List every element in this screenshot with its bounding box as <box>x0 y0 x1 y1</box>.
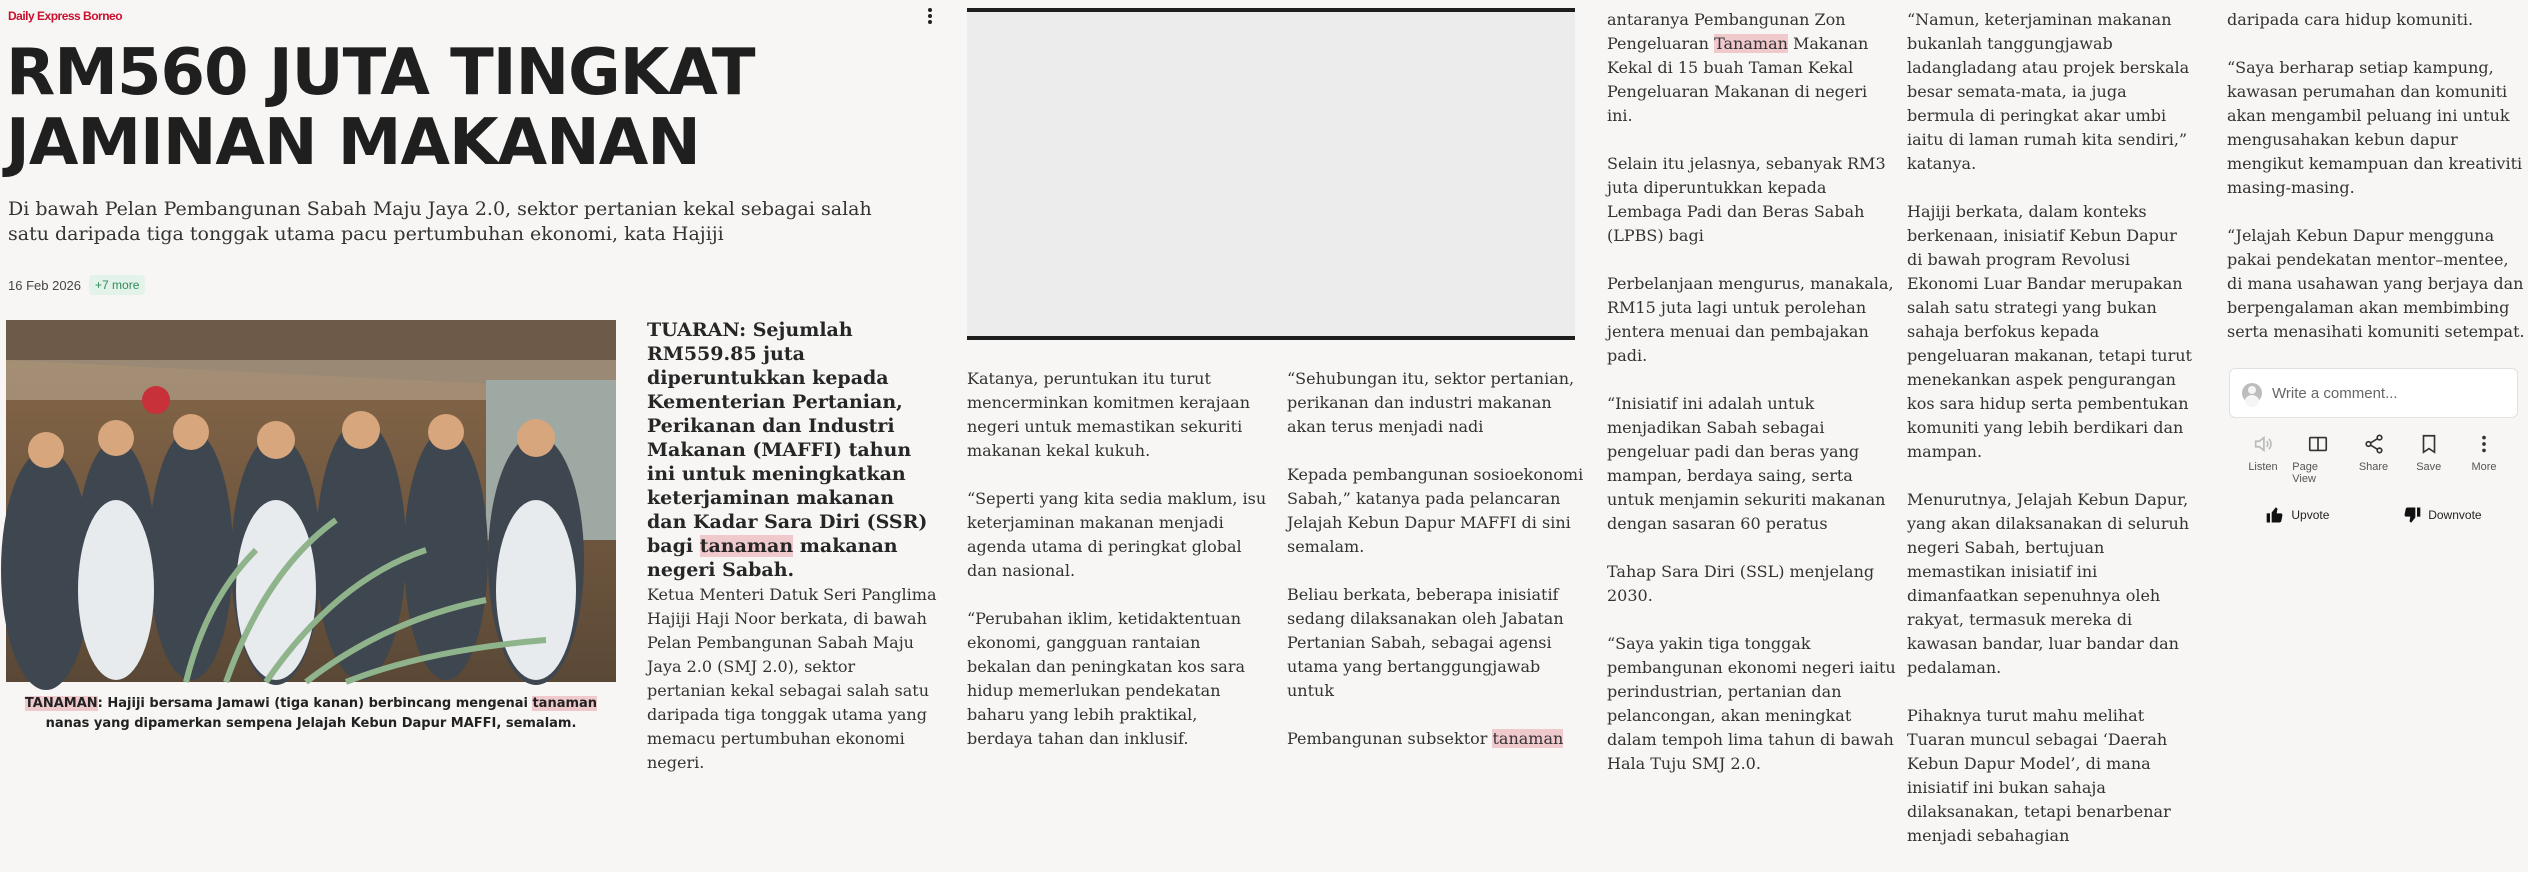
site-logo[interactable]: Daily Express Borneo <box>8 9 123 23</box>
body-column-6 <box>2227 8 2527 368</box>
paragraph: “Saya yakin tiga tonggak pembangunan ekonomi negeri iaitu perindustrian, pertanian dan pelancongan, akan meningkat dalam tempoh lima tahun di bawah Hala Tuju SMJ 2.0. <box>1607 634 1896 773</box>
listen-button[interactable] <box>2237 433 2289 485</box>
caption-label: TANAMAN <box>24 696 98 711</box>
body-column-1 <box>647 583 937 799</box>
share-icon <box>2363 433 2385 455</box>
paragraph-text: Makanan Kekal di 15 buah Taman Kekal Pengeluaran Makanan di negeri ini. <box>1607 34 1869 125</box>
thumbs-up-icon <box>2265 505 2285 525</box>
listen-label: Listen <box>2248 461 2278 473</box>
lead-paragraph <box>647 318 937 582</box>
paragraph <box>1607 8 1897 128</box>
caption-text-2: nanas yang dipamerkan sempena Jelajah Kebun Dapur MAFFI, semalam. <box>45 716 577 731</box>
paragraph: Pihaknya turut mahu melihat Tuaran muncul sebagai ‘Daerah Kebun Dapur Model’, di mana inisiatif ini bukan sahaja dilaksanakan, tetapi benarbenar menjadi sebahagian <box>1907 706 2171 845</box>
paragraph: Perbelanjaan mengurus, manakala, RM15 juta lagi untuk perolehan jentera menuai dan pembajakan padi. <box>1607 274 1894 365</box>
lead-text-2: makanan negeri Sabah. <box>647 535 898 581</box>
paragraph-text: antaranya Pembangunan Zon Pengeluaran <box>1607 10 1846 53</box>
paragraph-text: Pembangunan subsektor <box>1287 729 1493 748</box>
article-headline: RM560 JUTA TINGKAT JAMINAN MAKANAN <box>6 36 755 180</box>
caption-text-1: : Hajiji bersama Jamawi (tiga kanan) berbincang mengenai <box>97 696 533 711</box>
paragraph: “Inisiatif ini adalah untuk menjadikan Sabah sebagai pengeluar padi dan beras yang mampan, berdaya saing, serta untuk menjamin sekuriti makanan dengan sasaran 60 peratus <box>1607 394 1886 533</box>
downvote-button[interactable] <box>2402 505 2481 525</box>
comment-input[interactable] <box>2229 368 2518 418</box>
lead-keyword: tanaman <box>699 535 794 557</box>
paragraph: “Seperti yang kita sedia maklum, isu keterjaminan makanan menjadi agenda utama di peringkat global dan nasional. <box>967 489 1267 580</box>
speaker-icon <box>2252 433 2274 455</box>
share-button[interactable] <box>2348 433 2400 485</box>
paragraph: Ketua Menteri Datuk Seri Panglima Hajiji Haji Noor berkata, di bawah Pelan Pembangunan Sabah Maju Jaya 2.0 (SMJ 2.0), sektor pertanian kekal sebagai salah satu daripada tiga tonggak utama yang memacu pertumbuhan ekonomi negeri. <box>647 585 937 772</box>
more-label: More <box>2471 461 2497 473</box>
bookmark-icon <box>2418 433 2440 455</box>
paragraph: Katanya, peruntukan itu turut mencerminkan komitmen kerajaan negeri untuk memastikan sekuriti makanan kekal kukuh. <box>967 369 1251 460</box>
save-button[interactable] <box>2403 433 2455 485</box>
comment-placeholder: Write a comment... <box>2272 384 2398 402</box>
paragraph: “Jelajah Kebun Dapur mengguna pakai pendekatan mentor–mentee, di mana usahawan yang berjaya dan berpengalaman akan membimbing serta menasihati komuniti setempat. <box>2227 226 2525 341</box>
downvote-label: Downvote <box>2428 508 2482 522</box>
vote-bar <box>2229 505 2518 525</box>
paragraph: daripada cara hidup komuniti. <box>2227 10 2474 29</box>
upvote-button[interactable] <box>2265 505 2329 525</box>
caption-keyword: tanaman <box>532 696 598 711</box>
paragraph: Selain itu jelasnya, sebanyak RM3 juta diperuntukkan kepada Lembaga Padi dan Beras Sabah (LPBS) bagi <box>1607 154 1886 245</box>
paragraph: “Sehubungan itu, sektor pertanian, perikanan dan industri makanan akan terus menjadi nadi <box>1287 369 1575 436</box>
user-avatar-icon <box>2242 383 2262 403</box>
page-view-button[interactable] <box>2292 433 2344 485</box>
body-column-3 <box>1287 367 1587 775</box>
book-icon <box>2307 433 2329 455</box>
more-vertical-icon <box>2473 433 2495 455</box>
article-meta <box>8 275 145 295</box>
page-view-label: Page View <box>2292 461 2318 485</box>
more-button[interactable] <box>2458 433 2510 485</box>
save-label: Save <box>2416 461 2442 473</box>
article-photo <box>6 320 616 682</box>
more-tags-button[interactable]: +7 more <box>89 275 145 295</box>
paragraph: Kepada pembangunan sosioekonomi Sabah,” katanya pada pelancaran Jelajah Kebun Dapur MAFFI di sini semalam. <box>1287 465 1584 556</box>
paragraph: Menurutnya, Jelajah Kebun Dapur, yang akan dilaksanakan di seluruh negeri Sabah, bertujuan memastikan inisiatif ini dimanfaatkan sepenuhnya oleh rakyat, termasuk mereka di kawasan bandar, luar bandar dan pedalaman. <box>1907 490 2190 677</box>
share-label: Share <box>2358 461 2389 473</box>
thumbs-down-icon <box>2402 505 2422 525</box>
body-column-5 <box>1907 8 2197 872</box>
paragraph <box>1287 727 1587 751</box>
paragraph-keyword: tanaman <box>1492 729 1564 748</box>
article-deck: Di bawah Pelan Pembangunan Sabah Maju Jaya 2.0, sektor pertanian kekal sebagai salah satu daripada tiga tonggak utama pacu pertumbuhan ekonomi, kata Hajiji <box>8 198 872 245</box>
paragraph: “Perubahan iklim, ketidaktentuan ekonomi, gangguan rantaian bekalan dan peningkatan kos sara hidup memerlukan pendekatan baharu yang lebih praktikal, berdaya tahan dan inklusif. <box>967 609 1245 748</box>
article-action-bar <box>2229 433 2518 485</box>
paragraph-keyword: Tanaman <box>1714 34 1788 53</box>
body-column-2 <box>967 367 1267 775</box>
more-options-icon[interactable] <box>922 6 938 30</box>
upvote-label: Upvote <box>2291 508 2330 522</box>
body-column-4 <box>1607 8 1897 800</box>
paragraph: Tahap Sara Diri (SSL) menjelang 2030. <box>1607 562 1875 605</box>
paragraph: “Saya berharap setiap kampung, kawasan perumahan dan komuniti akan mengambil peluang ini untuk mengusahakan kebun dapur mengikut kemampuan dan kreativiti masing-masing. <box>2227 58 2523 197</box>
lead-text-1: TUARAN: Sejumlah RM559.85 juta diperuntukkan kepada Kementerian Pertanian, Perikanan dan Industri Makanan (MAFFI) tahun ini untuk meningkatkan keterjaminan makanan dan Kadar Sara Diri (SSR) bagi <box>647 319 928 557</box>
photo-caption <box>6 694 616 734</box>
paragraph: Hajiji berkata, dalam konteks berkenaan, inisiatif Kebun Dapur di bawah program Revolusi Ekonomi Luar Bandar merupakan salah satu strategi yang bukan sahaja berfokus kepada pengeluaran makanan, tetapi turut menekankan aspek pengurangan kos sara hidup serta pembentukan komuniti yang lebih berdikari dan mampan. <box>1907 202 2192 461</box>
publish-date: 16 Feb 2026 <box>8 277 82 293</box>
paragraph: Beliau berkata, beberapa inisiatif sedang dilaksanakan oleh Jabatan Pertanian Sabah, sebagai agensi utama yang bertanggungjawab untuk <box>1287 585 1564 700</box>
paragraph: “Namun, keterjaminan makanan bukanlah tanggungjawab ladangladang atau projek berskala besar semata-mata, ia juga bermula di peringkat akar umbi iaitu di laman rumah kita sendiri,” katanya. <box>1907 10 2190 173</box>
advertisement-placeholder <box>967 8 1575 340</box>
